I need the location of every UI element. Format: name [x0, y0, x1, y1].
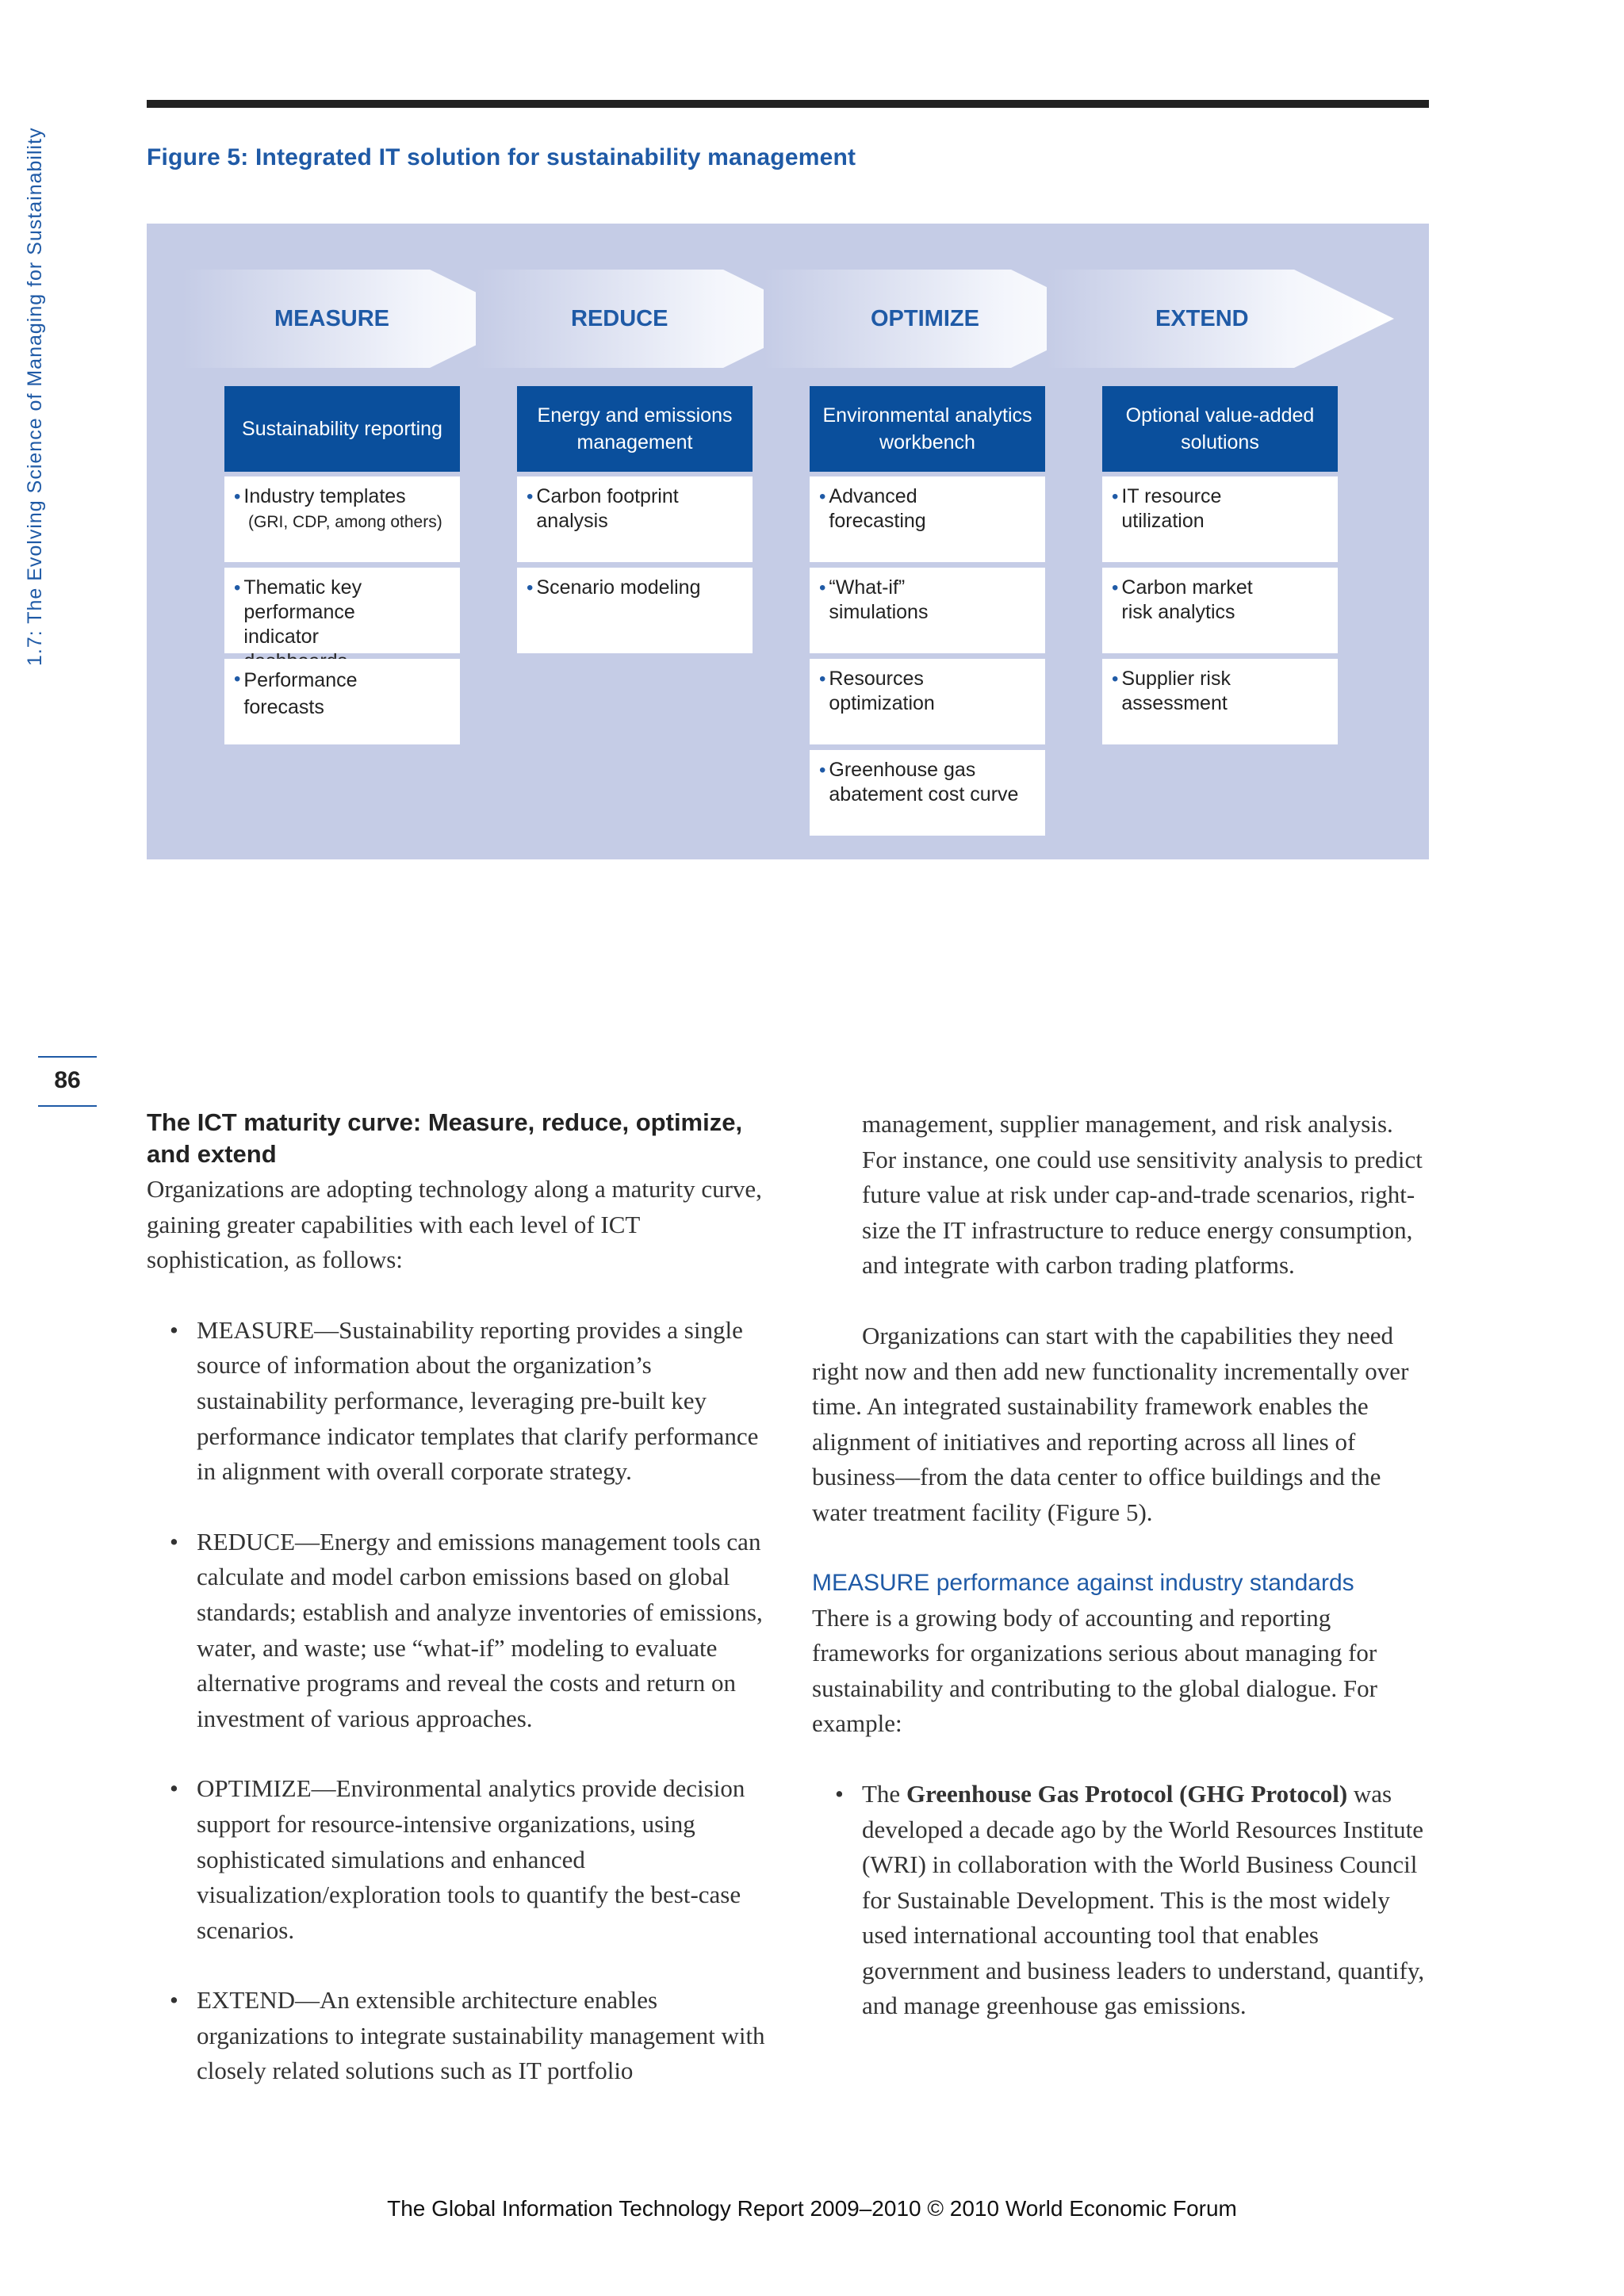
column-item: • IT resource utilization — [1102, 476, 1338, 562]
stage-label: OPTIMIZE — [871, 306, 979, 331]
list-term: EXTEND— — [197, 1986, 320, 2015]
list-item: • The Greenhouse Gas Protocol (GHG Protocol) was developed a decade ago by the World Resources Institute (WRI) in collaboration with the World Business Council for Sustainable Development. This is the most widely used international accounting tool that enables government and business leaders to understand, quantify, and manage greenhouse gas emissions. — [835, 1779, 1425, 2020]
column-header: Energy and emissions management — [517, 386, 753, 472]
standards-list — [812, 1777, 1432, 2024]
paragraph: There is a growing body of accounting and reporting frameworks for organizations serious about managing for sustainability and contributing to the global dialogue. For example: — [812, 1603, 1377, 1738]
subheading: MEASURE performance against industry standards — [812, 1569, 1354, 1596]
column-header: Optional value-added solutions — [1102, 386, 1338, 472]
column-item: • Carbon footprint analysis — [517, 476, 753, 562]
running-head: 1.7: The Evolving Science of Managing for Sustainability — [24, 127, 46, 666]
figure-title: Figure 5: Integrated IT solution for sustainability management — [147, 144, 856, 170]
item-note: (GRI, CDP, among others) — [248, 513, 442, 531]
list-item: • OPTIMIZE—Environmental analytics provide decision support for resource-intensive organizations, using sophisticated simulations and enhanced visualization/exploration tools to quantify the best-case scenarios. — [170, 1774, 745, 1944]
top-rule — [147, 100, 1429, 108]
column-header: Sustainability reporting — [224, 386, 460, 472]
section-heading: The ICT maturity curve: Measure, reduce, optimize, and extend — [147, 1108, 743, 1168]
right-column — [812, 1107, 1432, 2024]
stage-label: EXTEND — [1155, 306, 1249, 331]
intro-paragraph: Organizations are adopting technology along a maturity curve, gaining greater capabilities with each level of ICT sophistication, as follows: — [147, 1175, 762, 1274]
list-item: • EXTEND—An extensible architecture enables organizations to integrate sustainability management with closely related solutions such as IT portfolio — [170, 1986, 765, 2085]
list-item: • MEASURE—Sustainability reporting provides a single source of information about the organization’s sustainability performance, leveraging pre-built key performance indicator templates that clarify performance in alignment with overall corporate strategy. — [170, 1315, 759, 1486]
column-item: • Carbon market risk analytics — [1102, 568, 1338, 653]
paragraph: Organizations can start with the capabilities they need right now and then add new functionality incrementally over time. An integrated sustainability framework enables the alignment of initiatives and reporting across all lines of business—from the data center to office buildings and the water treatment facility (Figure 5). — [812, 1321, 1409, 1526]
page-number-rule-top — [38, 1056, 97, 1058]
column-item: • “What-if” simulations — [810, 568, 1045, 653]
stage-label: REDUCE — [571, 306, 668, 331]
column-item: • Performance forecasts — [224, 659, 460, 744]
left-column — [147, 1107, 769, 2089]
page-number: 86 — [54, 1067, 81, 1093]
column-item: • Scenario modeling — [517, 568, 753, 653]
continued-paragraph: management, supplier management, and risk analysis. For instance, one could use sensitivity analysis to predict future value at risk under cap-and-trade scenarios, right-size the IT infrastructure to reduce energy consumption, and integrate with carbon trading platforms. — [862, 1110, 1423, 1280]
list-term: Greenhouse Gas Protocol (GHG Protocol) — [906, 1779, 1348, 1808]
list-term: REDUCE— — [197, 1527, 320, 1556]
list-term: OPTIMIZE— — [197, 1774, 336, 1803]
maturity-list — [147, 1313, 769, 2089]
column-item: • Supplier risk assessment — [1102, 659, 1338, 744]
column-header: Environmental analytics workbench — [810, 386, 1045, 472]
stage-label: MEASURE — [274, 306, 390, 331]
column-item: • Industry templates (GRI, CDP, among others) — [224, 476, 460, 562]
stage-arrow-extend — [1047, 270, 1404, 368]
column-item: • Greenhouse gas abatement cost curve — [810, 750, 1045, 836]
page-number-rule-bottom — [38, 1105, 97, 1107]
page-footer: The Global Information Technology Report 2009–2010 © 2010 World Economic Forum — [387, 2196, 1237, 2221]
column-item: • Resources optimization — [810, 659, 1045, 744]
column-item: • Thematic key performance indicator — [224, 568, 460, 653]
list-term: MEASURE— — [197, 1315, 339, 1344]
column-item: • Advanced forecasting — [810, 476, 1045, 562]
list-item: • REDUCE—Energy and emissions management tools can calculate and model carbon emissions based on global standards; establish and analyze inventories of emissions, water, and waste; use “what-if” modeling to evaluate alternative programs and reveal the costs and return on investment of various approaches. — [170, 1527, 763, 1732]
